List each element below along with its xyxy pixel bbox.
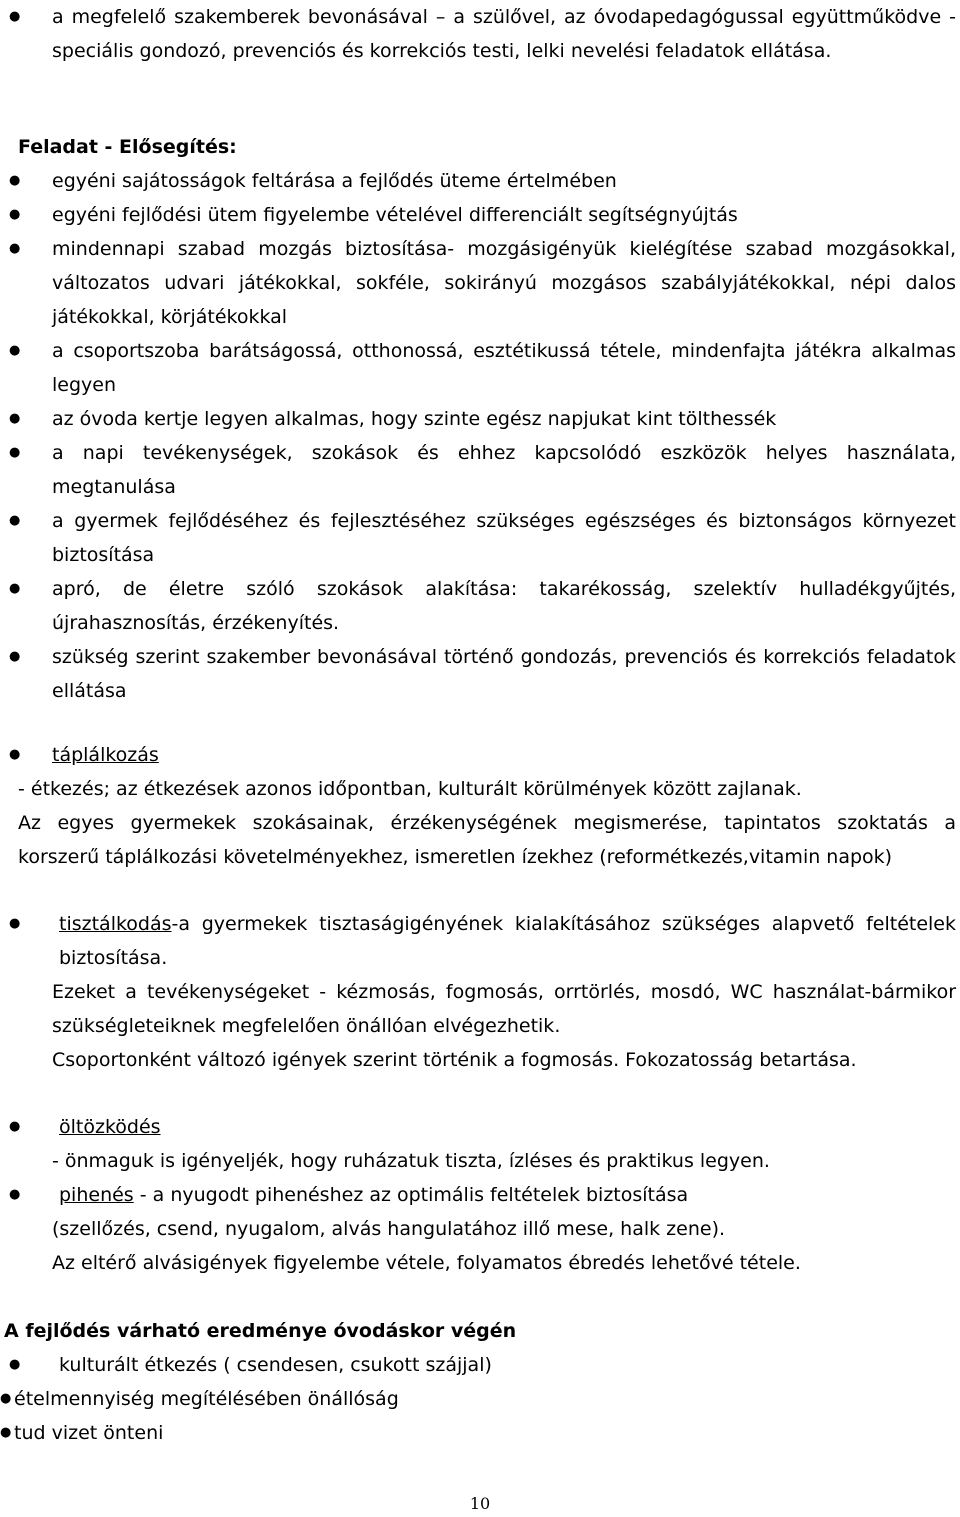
list-item-text: tud vizet önteni — [14, 1422, 164, 1444]
list-item — [0, 1110, 960, 1144]
list-item — [0, 640, 960, 708]
tisztalkodas-section — [0, 907, 960, 1077]
list-item-text: egyéni sajátosságok feltárása a fejlődés üteme értelmében — [52, 170, 617, 192]
bullet-icon: ● — [0, 1425, 12, 1440]
list-item-text: ételmennyiség megítélésében önállóság — [14, 1388, 399, 1410]
list-item — [0, 1348, 960, 1382]
list-item-text: mindennapi szabad mozgás biztosítása- mozgásigényük kielégítése szabad mozgásokkal, változatos udvari játékokkal, sokféle, sokirányú mozgásos szabályjátékokkal, népi dalos játékokkal, körjátékokkal — [52, 238, 956, 328]
bullet-icon: ● — [9, 649, 21, 664]
bullet-icon: ● — [9, 343, 21, 358]
pihenes-title: pihenés — [59, 1184, 134, 1206]
page-number: 10 — [469, 1494, 491, 1513]
list-item — [0, 504, 960, 572]
list-item-text: az óvoda kertje legyen alkalmas, hogy szinte egész napjukat kint tölthessék — [52, 408, 777, 430]
pihenes-line3: Az eltérő alvásigények figyelembe vétele, folyamatos ébredés lehetővé tétele. — [52, 1252, 801, 1274]
list-item-text: a megfelelő szakemberek bevonásával – a szülővel, az óvodapedagógussal együttműködve - speciális gondozó, prevenciós és korrekciós testi, lelki nevelési feladatok ellátása. — [52, 6, 956, 62]
list-item — [0, 198, 960, 232]
list-item — [0, 0, 960, 68]
intro-section — [0, 0, 960, 68]
tisztalkodas-rest: -a gyermekek tisztaságigényének kialakításához szükséges alapvető feltételek biztosítása. — [59, 913, 956, 969]
list-item-text: a csoportszoba barátságossá, otthonossá, esztétikussá tétele, mindenfajta játékra alkalmas legyen — [52, 340, 956, 396]
taplalkozas-line1: - étkezés; az étkezések azonos időpontban, kulturált körülmények között zajlanak. — [18, 778, 802, 800]
list-item — [0, 232, 960, 334]
list-item-text: egyéni fejlődési ütem figyelembe vételével differenciált segítségnyújtás — [52, 204, 738, 226]
pihenes-section — [0, 1178, 960, 1280]
list-item — [0, 907, 960, 975]
bullet-icon: ● — [9, 411, 21, 426]
list-item — [0, 1382, 960, 1416]
section-heading: A fejlődés várható eredménye óvodáskor végén — [4, 1320, 517, 1342]
oltozkodes-section — [0, 1110, 960, 1178]
taplalkozas-section — [0, 738, 960, 874]
bullet-icon: ● — [9, 445, 21, 460]
oltozkodes-line: - önmaguk is igényeljék, hogy ruházatuk tiszta, ízléses és praktikus legyen. — [52, 1150, 770, 1172]
bullet-icon: ● — [0, 1391, 12, 1406]
list-item — [0, 436, 960, 504]
list-item — [0, 164, 960, 198]
tisztalkodas-p2: Csoportonként változó igények szerint történik a fogmosás. Fokozatosság betartása. — [52, 1049, 857, 1071]
list-item-text: kulturált étkezés ( csendesen, csukott szájjal) — [59, 1354, 492, 1376]
list-item-text: a gyermek fejlődéséhez és fejlesztéséhez szükséges egészséges és biztonságos környezet biztosítása — [52, 510, 956, 566]
tisztalkodas-p1: Ezeket a tevékenységeket - kézmosás, fogmosás, orrtörlés, mosdó, WC használat-bármikor szükségleteiknek megfelelően önállóan elvégezhetik. — [52, 981, 956, 1037]
taplalkozas-line2: Az egyes gyermekek szokásainak, érzékenységének megismerése, tapintatos szoktatás a korszerű táplálkozási követelményekhez, ismeretlen ízekhez (reformétkezés,vitamin napok) — [18, 812, 956, 868]
bullet-icon: ● — [9, 581, 21, 596]
pihenes-line2: (szellőzés, csend, nyugalom, alvás hangulatához illő mese, halk zene). — [52, 1218, 726, 1240]
bullet-icon: ● — [9, 747, 21, 762]
list-item-text: szükség szerint szakember bevonásával történő gondozás, prevenciós és korrekciós feladatok ellátása — [52, 646, 956, 702]
bullet-icon: ● — [9, 1357, 21, 1372]
eredmeny-section — [0, 1314, 960, 1450]
list-item — [0, 738, 960, 772]
list-item — [0, 1416, 960, 1450]
tisztalkodas-title: tisztálkodás — [59, 913, 172, 935]
list-item-text: a napi tevékenységek, szokások és ehhez kapcsolódó eszközök helyes használata, megtanulása — [52, 442, 956, 498]
oltozkodes-title: öltözködés — [59, 1116, 161, 1138]
pihenes-rest: - a nyugodt pihenéshez az optimális feltételek biztosítása — [133, 1184, 689, 1206]
list-item-text: apró, de életre szóló szokások alakítása: takarékosság, szelektív hulladékgyűjtés, újrahasznosítás, érzékenyítés. — [52, 578, 956, 634]
feladat-section — [0, 130, 960, 708]
bullet-icon: ● — [9, 1187, 21, 1202]
list-item — [0, 334, 960, 402]
list-item — [0, 1178, 960, 1212]
bullet-icon: ● — [9, 207, 21, 222]
taplalkozas-title: táplálkozás — [52, 744, 159, 766]
section-heading: Feladat - Elősegítés: — [18, 136, 237, 158]
bullet-icon: ● — [9, 916, 21, 931]
bullet-icon: ● — [9, 241, 21, 256]
bullet-icon: ● — [9, 173, 21, 188]
bullet-icon: ● — [9, 513, 21, 528]
bullet-icon: ● — [9, 9, 21, 24]
list-item — [0, 572, 960, 640]
list-item — [0, 402, 960, 436]
bullet-icon: ● — [9, 1119, 21, 1134]
